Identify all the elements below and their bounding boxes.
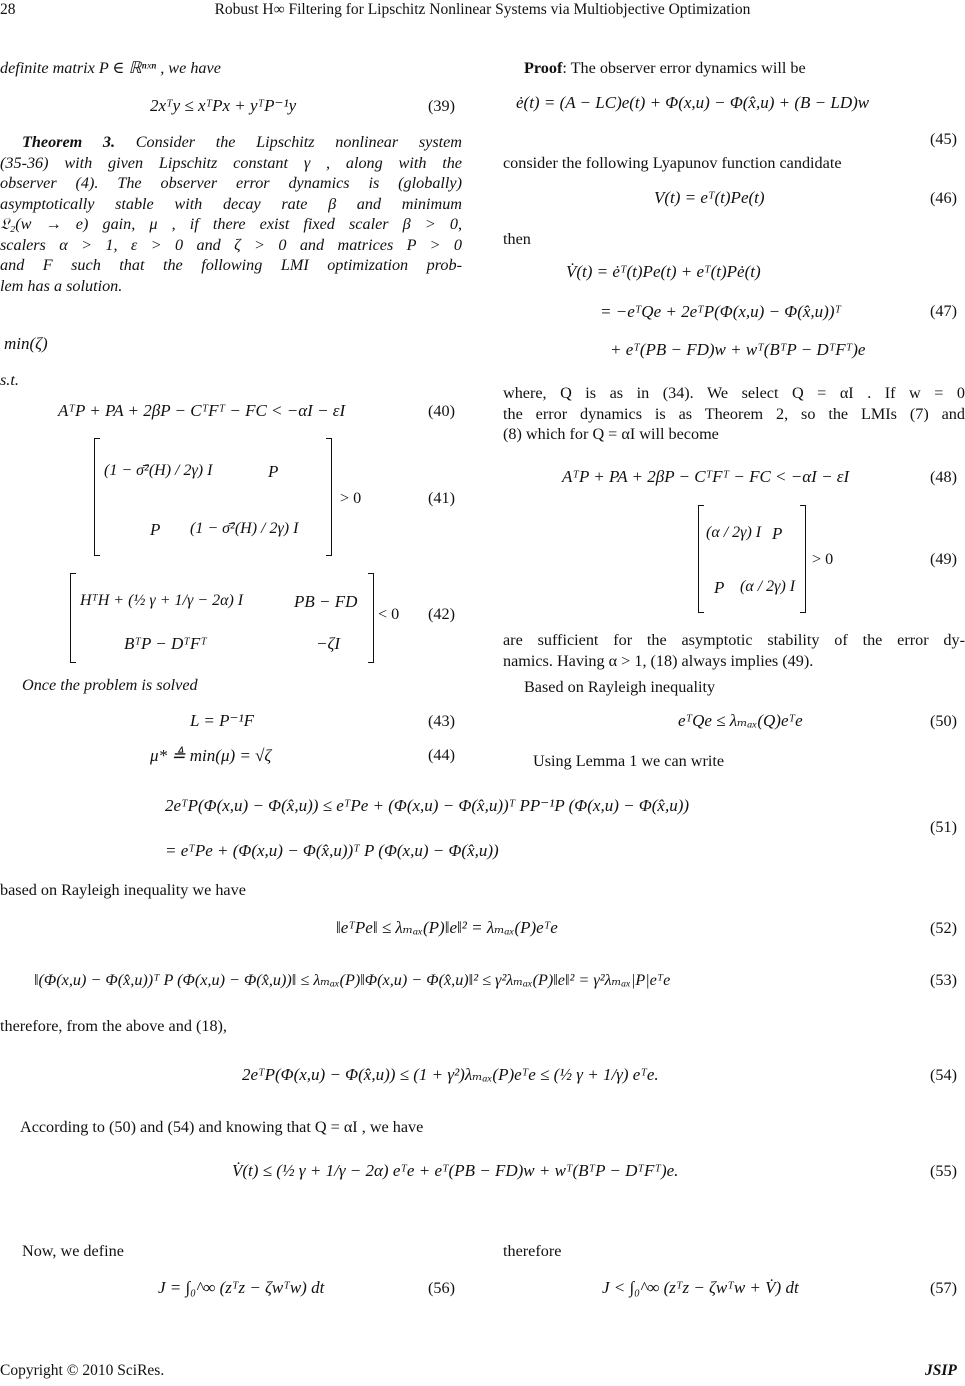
therefore-line: therefore, from the above and (18), xyxy=(0,1017,227,1035)
equation-54: 2eᵀP(Φ(x,u) − Φ(x̂,u)) ≤ (1 + γ²)λₘₐₓ(P)eᵀe ≤ (½ γ + 1/γ) eᵀe. xyxy=(242,1065,659,1084)
therefore-word: therefore xyxy=(503,1242,562,1260)
sufficient-paragraph xyxy=(503,630,965,671)
matrix-49-right-bracket xyxy=(800,505,806,613)
matrix-41-left-bracket xyxy=(94,438,100,556)
equation-47-number: (47) xyxy=(930,302,957,320)
equation-42-number: (42) xyxy=(428,605,455,623)
theorem-line-3: observer (4). The observer error dynamics is (globally) xyxy=(0,174,462,192)
matrix-41-entry-21: P xyxy=(150,520,161,539)
equation-49-number: (49) xyxy=(930,550,957,568)
where-line-1: where, Q is as in (34). We select Q = αI . If w = 0 xyxy=(503,384,965,402)
equation-47-line-1: V̇(t) = ėᵀ(t)Pe(t) + eᵀ(t)Pė(t) xyxy=(566,262,761,281)
equation-52: ‖eᵀPe‖ ≤ λₘₐₓ(P)‖e‖² = λₘₐₓ(P)eᵀe xyxy=(336,918,558,937)
equation-57: J < ∫₀^∞ (zᵀz − ζwᵀw + V̇) dt xyxy=(602,1278,799,1297)
matrix-41-right-bracket xyxy=(326,438,332,556)
equation-52-number: (52) xyxy=(930,919,957,937)
lemma-line: Using Lemma 1 we can write xyxy=(533,752,725,770)
equation-53: ‖(Φ(x,u) − Φ(x̂,u))ᵀ P (Φ(x,u) − Φ(x̂,u))‖ ≤ λₘₐₓ(P)‖Φ(x,u) − Φ(x̂,u)‖² ≤ γ²λₘₐₓ(P)‖e‖² = γ²λₘₐₓ|P|eᵀe xyxy=(34,971,671,989)
equation-43: L = P⁻¹F xyxy=(190,711,254,730)
where-paragraph xyxy=(503,383,965,445)
equation-54-number: (54) xyxy=(930,1066,957,1084)
equation-55-number: (55) xyxy=(930,1162,957,1180)
according-line: According to (50) and (54) and knowing that Q = αI , we have xyxy=(20,1118,424,1136)
equation-39: 2xᵀy ≤ xᵀPx + yᵀP⁻¹y xyxy=(150,96,297,115)
equation-40-number: (40) xyxy=(428,402,455,420)
sufficient-line-1: are sufficient for the asymptotic stability of the error dy- xyxy=(503,631,965,649)
equation-48-number: (48) xyxy=(930,468,957,486)
theorem-heading: Theorem 3. xyxy=(22,133,116,151)
equation-51-line-1: 2eᵀP(Φ(x,u) − Φ(x̂,u)) ≤ eᵀPe + (Φ(x,u) − Φ(x̂,u))ᵀ PP⁻¹P (Φ(x,u) − Φ(x̂,u)) xyxy=(165,796,690,815)
matrix-49-entry-21: P xyxy=(714,578,725,597)
based-on-rayleigh: based on Rayleigh inequality we have xyxy=(0,881,246,899)
matrix-41-rhs: > 0 xyxy=(340,489,362,507)
where-line-2: the error dynamics is as Theorem 2, so the LMIs (7) and xyxy=(503,404,965,423)
min-zeta: min(ζ) xyxy=(4,334,48,353)
page-header xyxy=(0,0,965,22)
matrix-49-entry-12: P xyxy=(772,524,783,543)
matrix-49-entry-11: (α / 2γ) I xyxy=(706,524,762,541)
equation-41-number: (41) xyxy=(428,489,455,507)
page-number: 28 xyxy=(0,1,16,18)
proof-intro xyxy=(524,58,806,79)
equation-48: AᵀP + PA + 2βP − CᵀFᵀ − FC < −αI − εI xyxy=(562,467,850,486)
once-solved: Once the problem is solved xyxy=(22,676,198,694)
equation-47-line-3: + eᵀ(PB − FD)w + wᵀ(BᵀP − DᵀFᵀ)e xyxy=(610,340,866,359)
equation-55: V̇(t) ≤ (½ γ + 1/γ − 2α) eᵀe + eᵀ(PB − FD)w + wᵀ(BᵀP − DᵀFᵀ)e. xyxy=(232,1161,679,1180)
equation-44: μ* ≜ min(μ) = √ζ xyxy=(150,746,272,765)
theorem-line-5: 𝔏₂(w → e) gain, μ , if there exist fixed scaler β > 0, xyxy=(0,215,462,233)
copyright: Copyright © 2010 SciRes. xyxy=(0,1362,165,1379)
matrix-49-left-bracket xyxy=(698,505,704,613)
proof-text: : The observer error dynamics will be xyxy=(562,59,806,77)
theorem-line-8: lem has a solution. xyxy=(0,276,123,295)
matrix-42-rhs: < 0 xyxy=(378,605,400,623)
equation-40: AᵀP + PA + 2βP − CᵀFᵀ − FC < −αI − εI xyxy=(58,401,346,420)
theorem-line-4: asymptotically stable with decay rate β and minimum xyxy=(0,194,462,213)
equation-50: eᵀQe ≤ λₘₐₓ(Q)eᵀe xyxy=(678,711,803,730)
equation-51-number: (51) xyxy=(930,818,957,836)
sufficient-line-2: namics. Having α > 1, (18) always implies (49). xyxy=(503,651,814,670)
equation-50-number: (50) xyxy=(930,712,957,730)
matrix-41-entry-22: (1 − σ̄²(H) / 2γ) I xyxy=(190,520,299,537)
equation-56: J = ∫₀^∞ (zᵀz − ζwᵀw) dt xyxy=(158,1278,325,1297)
equation-39-number: (39) xyxy=(428,97,455,115)
equation-51-line-2: = eᵀPe + (Φ(x,u) − Φ(x̂,u))ᵀ P (Φ(x,u) − Φ(x̂,u)) xyxy=(165,841,499,860)
matrix-42-left-bracket xyxy=(70,573,76,663)
equation-46: V(t) = eᵀ(t)Pe(t) xyxy=(654,188,765,207)
matrix-42-entry-22: −ζI xyxy=(316,634,341,653)
matrix-41-entry-12: P xyxy=(268,462,279,481)
matrix-41-entry-11: (1 − σ̄²(H) / 2γ) I xyxy=(104,462,213,479)
matrix-49-rhs: > 0 xyxy=(812,550,834,568)
theorem-line-1: Consider the Lipschitz nonlinear system xyxy=(135,133,463,151)
matrix-42-entry-21: BᵀP − DᵀFᵀ xyxy=(124,634,207,653)
matrix-42-entry-12: PB − FD xyxy=(294,592,358,611)
matrix-42-entry-11: HᵀH + (½ γ + 1/γ − 2α) I xyxy=(80,592,244,609)
equation-53-number: (53) xyxy=(930,971,957,989)
equation-43-number: (43) xyxy=(428,712,455,730)
equation-46-number: (46) xyxy=(930,189,957,207)
equation-44-number: (44) xyxy=(428,746,455,764)
equation-45: ė(t) = (A − LC)e(t) + Φ(x,u) − Φ(x̂,u) + (B − LD)w xyxy=(516,93,870,112)
running-title: Robust H∞ Filtering for Lipschitz Nonlinear Systems via Multiobjective Optimization xyxy=(214,1,751,18)
then-word: then xyxy=(503,230,531,248)
theorem-line-6: scalers α > 1, ε > 0 and ζ > 0 and matrices P > 0 xyxy=(0,235,462,254)
lyapunov-line: consider the following Lyapunov function candidate xyxy=(503,154,842,172)
proof-heading: Proof xyxy=(524,59,563,77)
subject-to: s.t. xyxy=(0,371,19,389)
rayleigh-line: Based on Rayleigh inequality xyxy=(524,678,716,696)
now-we-define: Now, we define xyxy=(22,1242,124,1260)
where-line-3: (8) which for Q = αI will become xyxy=(503,425,719,443)
equation-57-number: (57) xyxy=(930,1279,957,1297)
matrix-42-right-bracket xyxy=(368,573,374,663)
equation-56-number: (56) xyxy=(428,1279,455,1297)
theorem-line-7: and F such that the following LMI optimization prob- xyxy=(0,256,462,274)
definite-matrix-line: definite matrix P ∈ ℝⁿˣⁿ , we have xyxy=(0,59,221,77)
equation-45-number: (45) xyxy=(930,130,957,148)
theorem-line-2: (35-36) with given Lipschitz constant γ , along with the xyxy=(0,153,462,172)
matrix-49-entry-22: (α / 2γ) I xyxy=(740,578,796,595)
journal-name: JSIP xyxy=(925,1362,957,1379)
equation-47-line-2: = −eᵀQe + 2eᵀP(Φ(x,u) − Φ(x̂,u))ᵀ xyxy=(600,302,842,321)
theorem-3 xyxy=(0,132,462,296)
